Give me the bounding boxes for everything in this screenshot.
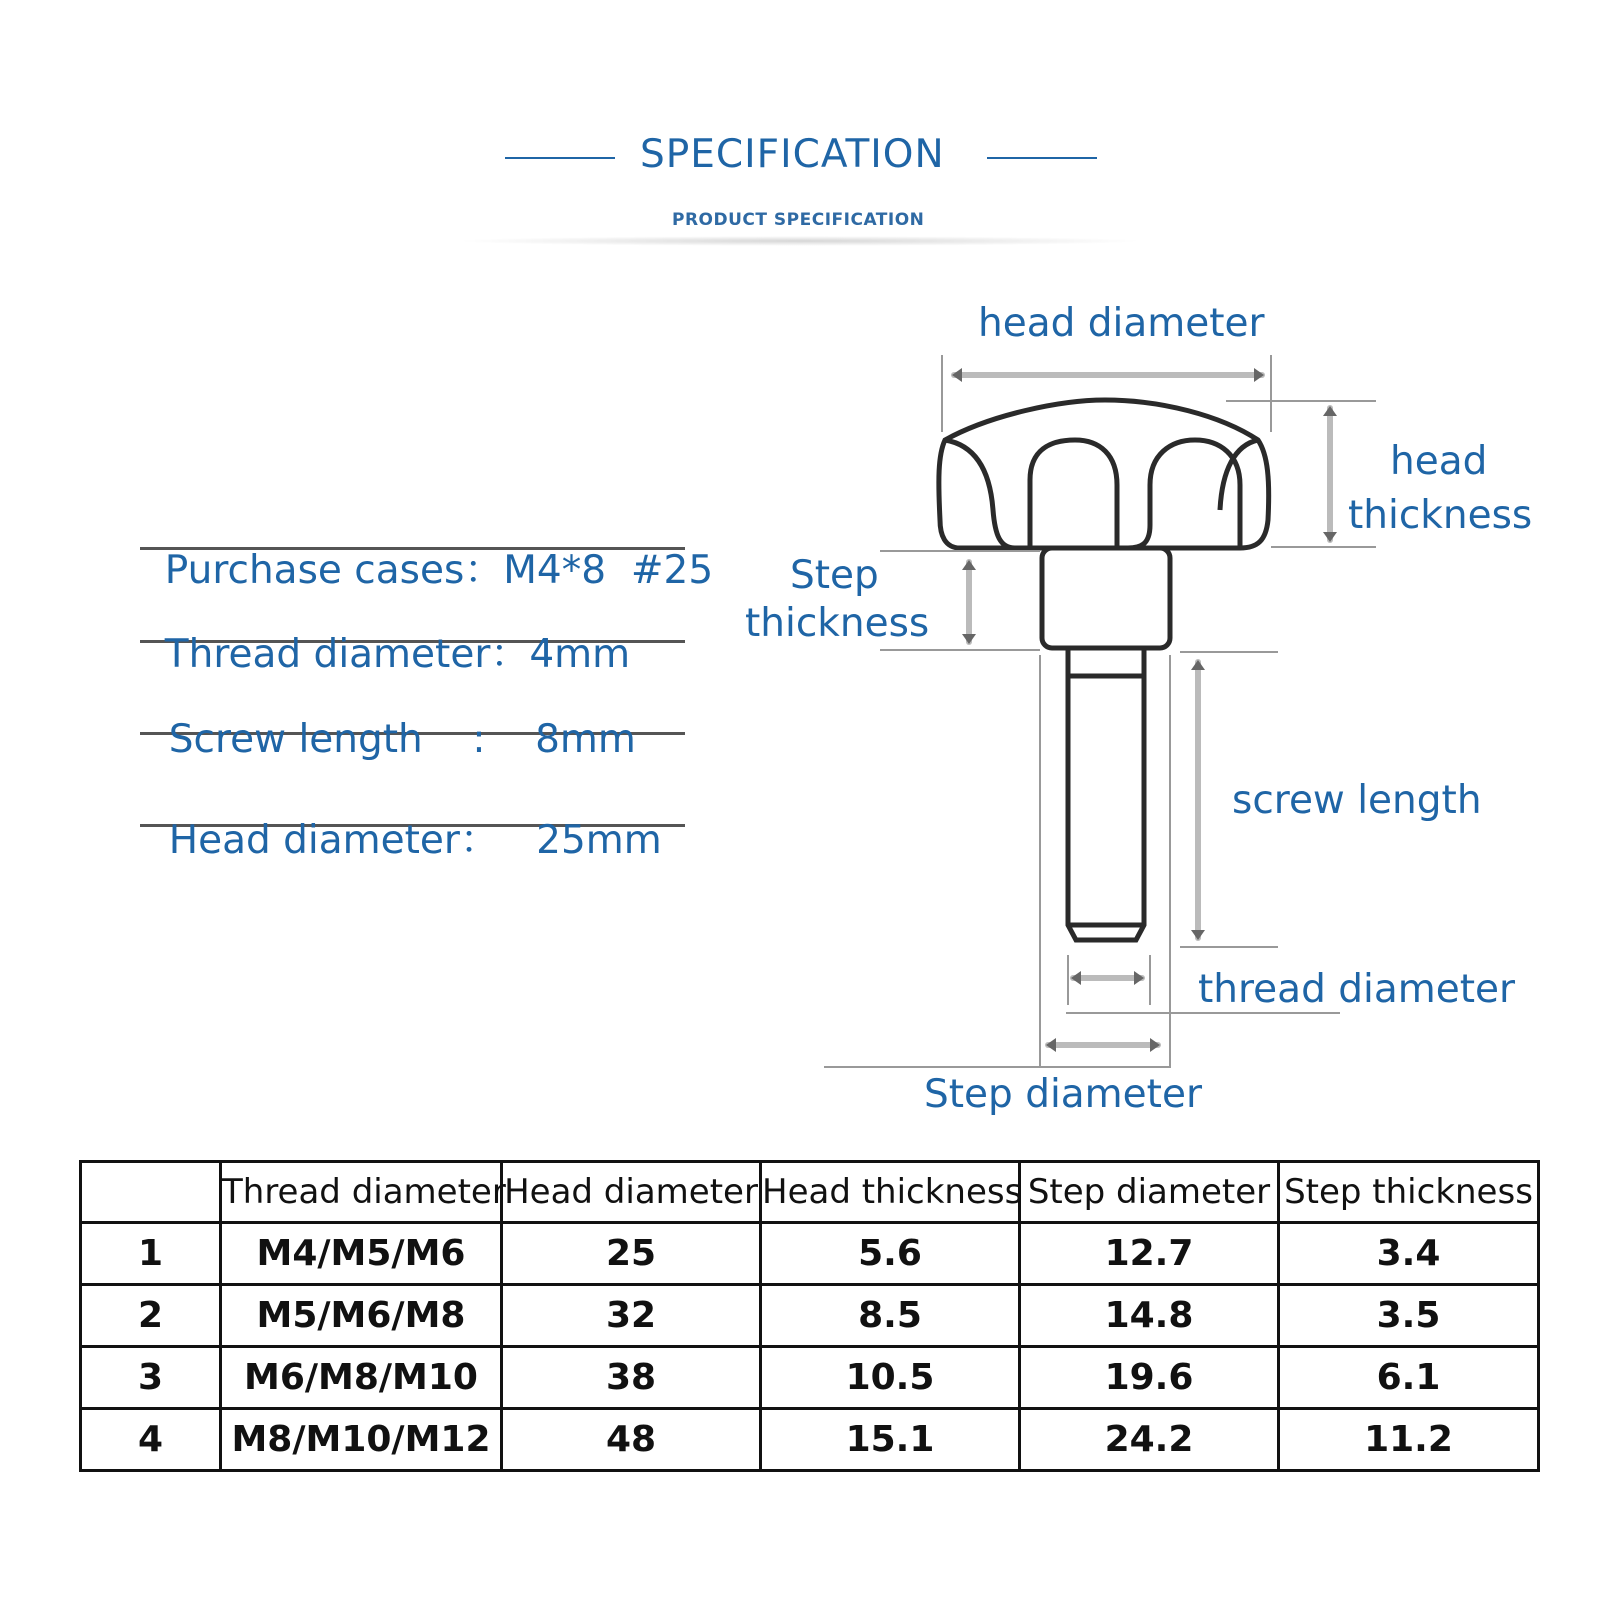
table-cell: M8/M10/M12 (221, 1409, 502, 1471)
table-cell: 38 (502, 1347, 761, 1409)
table-cell: M5/M6/M8 (221, 1285, 502, 1347)
table-cell: 12.7 (1020, 1223, 1279, 1285)
table-cell: 3.5 (1279, 1285, 1539, 1347)
label-screw-length: screw length (1232, 778, 1482, 823)
label-step-diameter: Step diameter (924, 1072, 1202, 1117)
page-title: SPECIFICATION (640, 132, 945, 177)
spec-table (79, 1160, 1540, 1472)
table-cell: 4 (81, 1409, 221, 1471)
table-cell: 15.1 (761, 1409, 1020, 1471)
table-cell: 2 (81, 1285, 221, 1347)
table-header-head-diameter: Head diameter (502, 1162, 761, 1223)
table-header-step-thickness: Step thickness (1279, 1162, 1539, 1223)
table-row (81, 1409, 1539, 1471)
table-cell: 14.8 (1020, 1285, 1279, 1347)
table-cell: 6.1 (1279, 1347, 1539, 1409)
knob-head (939, 400, 1269, 548)
table-header-row (81, 1162, 1539, 1223)
table-header-thread-diameter: Thread diameter (221, 1162, 502, 1223)
label-thread-diameter: thread diameter (1198, 967, 1516, 1012)
table-cell: 24.2 (1020, 1409, 1279, 1471)
spec-thread-diameter-label: Thread diameter：4mm (164, 632, 631, 677)
table-cell: M6/M8/M10 (221, 1347, 502, 1409)
table-cell: 19.6 (1020, 1347, 1279, 1409)
table-cell: 1 (81, 1223, 221, 1285)
page-subtitle: PRODUCT SPECIFICATION (672, 210, 925, 230)
label-step-thickness-line1: Step (790, 553, 879, 598)
table-row (81, 1223, 1539, 1285)
table-cell: M4/M5/M6 (221, 1223, 502, 1285)
knob-step (1042, 548, 1170, 648)
table-cell: 3 (81, 1347, 221, 1409)
label-head-thickness-line1: head (1390, 439, 1488, 484)
table-header-index (81, 1162, 221, 1223)
table-row (81, 1347, 1539, 1409)
table-cell: 8.5 (761, 1285, 1020, 1347)
table-cell: 3.4 (1279, 1223, 1539, 1285)
table-header-head-thickness: Head thickness (761, 1162, 1020, 1223)
table-cell: 5.6 (761, 1223, 1020, 1285)
label-head-thickness-line2: thickness (1348, 493, 1533, 538)
extension-lines (824, 355, 1376, 1068)
table-cell: 10.5 (761, 1347, 1020, 1409)
table-cell: 11.2 (1279, 1409, 1539, 1471)
spec-head-diameter-label: Head diameter： 25mm (168, 818, 662, 863)
screw-shaft (1068, 648, 1144, 940)
table-cell: 48 (502, 1409, 761, 1471)
table-header-step-diameter: Step diameter (1020, 1162, 1279, 1223)
spec-purchase-cases-label: Purchase cases：M4*8 #25 (164, 548, 714, 593)
table-cell: 25 (502, 1223, 761, 1285)
spec-screw-length-label: Screw length : 8mm (168, 717, 636, 762)
table-cell: 32 (502, 1285, 761, 1347)
table-row (81, 1285, 1539, 1347)
label-step-thickness-line2: thickness (745, 601, 930, 646)
label-head-diameter: head diameter (978, 301, 1265, 346)
